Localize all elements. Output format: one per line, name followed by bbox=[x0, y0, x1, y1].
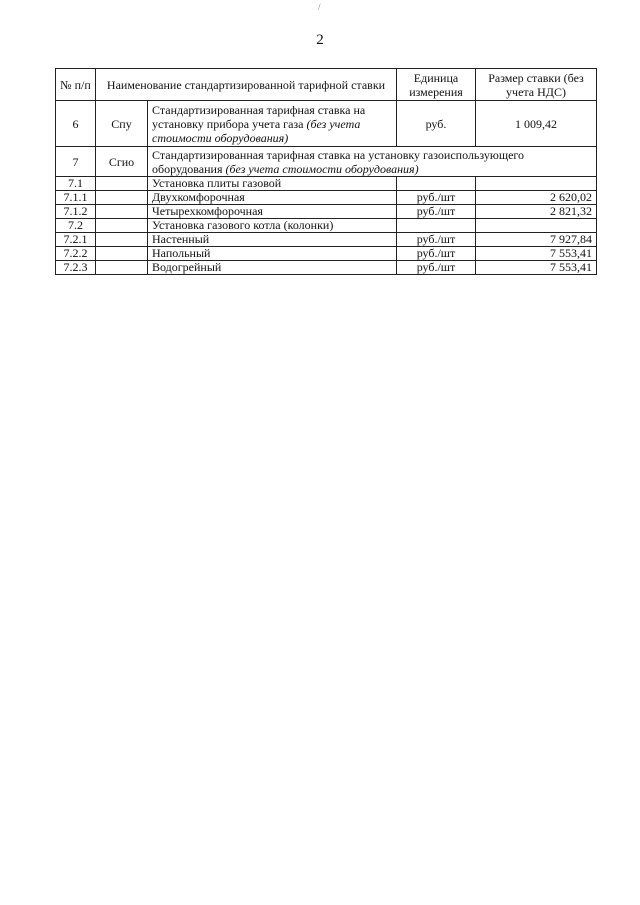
row-num: 7.2 bbox=[56, 219, 96, 233]
row-rate: 2 821,32 bbox=[476, 205, 597, 219]
table-row bbox=[56, 219, 597, 233]
row-rate: 7 927,84 bbox=[476, 233, 597, 247]
row-rate bbox=[476, 219, 597, 233]
row-name-text: Стандартизированная тарифная ставка на установку прибора учета газа bbox=[152, 102, 366, 131]
row-name: Настенный bbox=[148, 233, 397, 247]
row-num: 7.2.2 bbox=[56, 247, 96, 261]
row-unit: руб./шт bbox=[397, 191, 476, 205]
row-unit bbox=[397, 177, 476, 191]
row-code bbox=[96, 191, 148, 205]
table-row bbox=[56, 101, 597, 147]
row-name-text: Стандартизированная тарифная ставка на установку газоиспользующего оборудования bbox=[152, 147, 525, 176]
row-num: 7.2.3 bbox=[56, 261, 96, 275]
header-num: № п/п bbox=[56, 69, 96, 101]
row-code: Сгио bbox=[96, 147, 148, 177]
row-num: 6 bbox=[56, 101, 96, 147]
header-name: Наименование стандартизированной тарифной ставки bbox=[96, 69, 397, 101]
table-row bbox=[56, 233, 597, 247]
row-num: 7.1.1 bbox=[56, 191, 96, 205]
row-rate: 1 009,42 bbox=[476, 101, 597, 147]
row-name: Четырехкомфорочная bbox=[148, 205, 397, 219]
row-num: 7.2.1 bbox=[56, 233, 96, 247]
row-unit: руб. bbox=[397, 101, 476, 147]
row-name-note: (без учета стоимости оборудования) bbox=[152, 116, 361, 145]
row-code bbox=[96, 205, 148, 219]
row-name: Двухкомфорочная bbox=[148, 191, 397, 205]
table-row bbox=[56, 147, 597, 177]
table-row bbox=[56, 177, 597, 191]
row-name: Напольный bbox=[148, 247, 397, 261]
tariff-table bbox=[55, 68, 597, 275]
row-unit bbox=[397, 219, 476, 233]
row-rate: 7 553,41 bbox=[476, 247, 597, 261]
row-unit: руб./шт bbox=[397, 247, 476, 261]
row-name: Водогрейный bbox=[148, 261, 397, 275]
table-row bbox=[56, 247, 597, 261]
row-name: Установка газового котла (колонки) bbox=[148, 219, 397, 233]
table-row bbox=[56, 205, 597, 219]
header-rate: Размер ставки (без учета НДС) bbox=[476, 69, 597, 101]
row-name bbox=[148, 101, 397, 147]
row-rate bbox=[476, 177, 597, 191]
page-number: 2 bbox=[316, 32, 324, 48]
header-unit: Единица измерения bbox=[397, 69, 476, 101]
row-code bbox=[96, 261, 148, 275]
row-rate: 2 620,02 bbox=[476, 191, 597, 205]
row-code bbox=[96, 219, 148, 233]
row-code bbox=[96, 177, 148, 191]
row-name bbox=[148, 147, 597, 177]
row-name: Установка плиты газовой bbox=[148, 177, 397, 191]
row-num: 7.1 bbox=[56, 177, 96, 191]
row-rate: 7 553,41 bbox=[476, 261, 597, 275]
row-name-note: (без учета стоимости оборудования) bbox=[225, 161, 419, 176]
table-row bbox=[56, 191, 597, 205]
table-row bbox=[56, 261, 597, 275]
row-num: 7 bbox=[56, 147, 96, 177]
row-unit: руб./шт bbox=[397, 233, 476, 247]
row-code bbox=[96, 247, 148, 261]
row-code bbox=[96, 233, 148, 247]
row-code: Спу bbox=[96, 101, 148, 147]
row-num: 7.1.2 bbox=[56, 205, 96, 219]
row-unit: руб./шт bbox=[397, 261, 476, 275]
row-unit: руб./шт bbox=[397, 205, 476, 219]
corner-mark: / bbox=[318, 2, 321, 12]
table-header-row bbox=[56, 69, 597, 101]
